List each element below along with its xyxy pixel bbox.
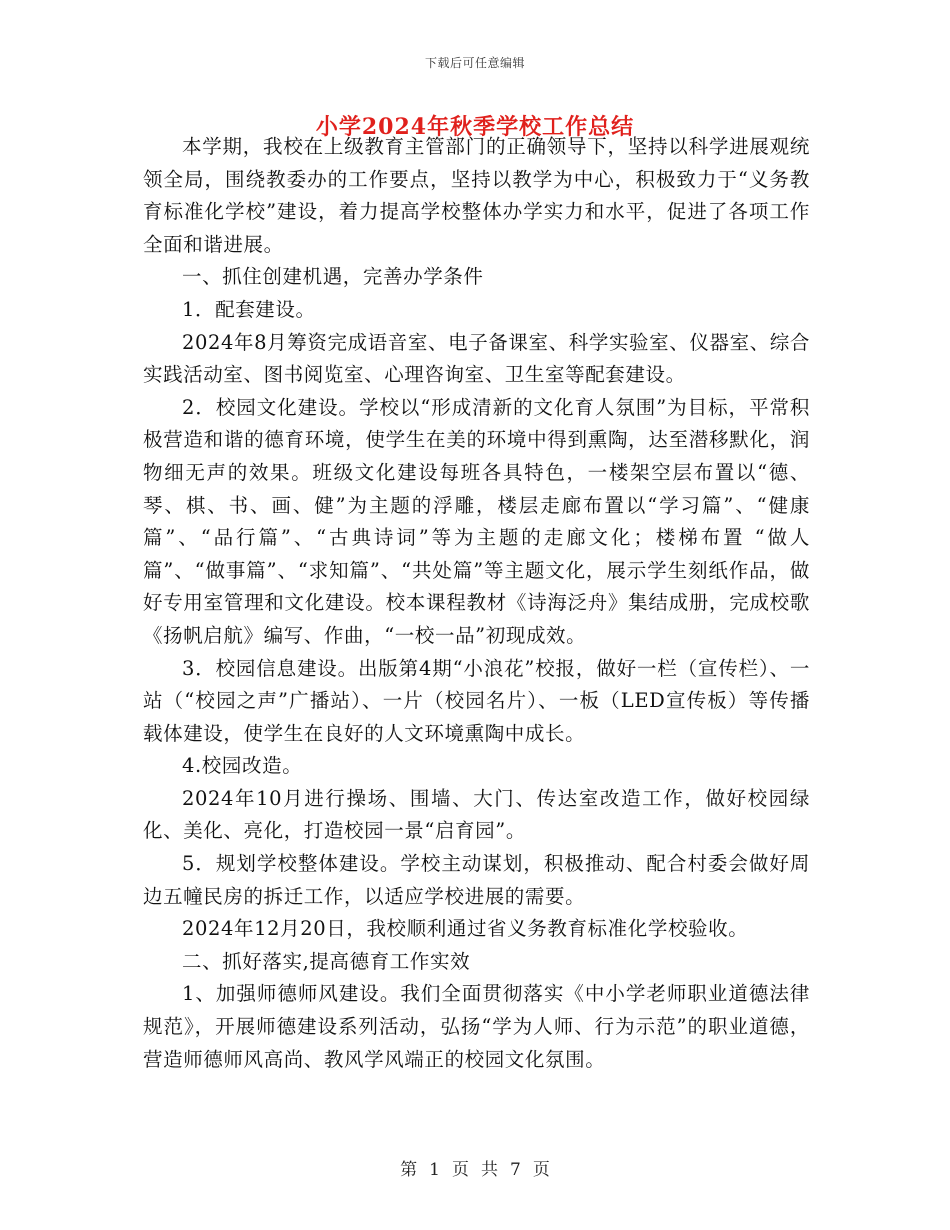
item-heading-1: 1．配套建设。 — [182, 297, 316, 321]
section-heading-2: 二、抓好落实,提高德育工作实效 — [182, 949, 471, 973]
paragraph-teacher-ethics: 1、加强师德师风建设。我们全面贯彻落实《中小学老师职业道德法律规范》，开展师德建设系列活动，弘扬“学为人师、行为示范”的职业道德，营造师德师风高尚、教风学风端正的校园文化氛围。 — [143, 982, 810, 1071]
footer-page-current: 1 — [429, 1160, 440, 1180]
paragraph-facilities: 2024年8月筹资完成语音室、电子备课室、科学实验室、仪器室、综合实践活动室、图书阅览室、心理咨询室、卫生室等配套建设。 — [143, 330, 810, 387]
paragraph-campus-culture: 2．校园文化建设。学校以“形成清新的文化育人氛围”为目标，平常积极营造和谐的德育环境，使学生在美的环境中得到熏陶，达至潜移默化，润物细无声的效果。班级文化建设每班各具特色，一楼架空层布置以“德、琴、棋、书、画、健”为主题的浮雕，楼层走廊布置以“学习篇”、“健康篇”、“品行篇”、“古典诗词”等为主题的走廊文化；楼梯布置 “做人篇”、“做事篇”、“求知篇”、“共处篇”等主题文化，展示学生刻纸作品，做好专用室管理和文化建设。校本课程教材《诗海泛舟》集结成册，完成校歌《扬帆启航》编写、作曲，“一校一品”初现成效。 — [143, 395, 810, 647]
paragraph-planning: 5．规划学校整体建设。学校主动谋划，积极推动、配合村委会做好周边五幢民房的拆迁工作，以适应学校进展的需要。 — [143, 852, 810, 908]
footer-total-unit: 页 — [532, 1160, 550, 1180]
document-body — [143, 131, 810, 1076]
page-footer — [0, 1155, 950, 1180]
footer-page-total: 7 — [510, 1160, 521, 1180]
paragraph-campus-info: 3．校园信息建设。出版第4期“小浪花”校报，做好一栏（宣传栏）、一站（“校园之声”广播站）、一片（校园名片）、一板（LED宣传板）等传播载体建设，使学生在良好的人文环境熏陶中成长。 — [143, 656, 810, 745]
header-note: 下载后可任意编辑 — [424, 56, 525, 70]
section-heading-1: 一、抓住创建机遇，完善办学条件 — [182, 265, 484, 289]
paragraph-acceptance: 2024年12月20日，我校顺利通过省义务教育标准化学校验收。 — [182, 917, 749, 941]
item-heading-4: 4.校园改造。 — [182, 754, 303, 778]
paragraph-intro: 本学期，我校在上级教育主管部门的正确领导下，坚持以科学进展观统领全局，围绕教委办的工作要点，坚持以教学为中心，积极致力于“义务教育标准化学校”建设，着力提高学校整体办学实力和水平，促进了各项工作全面和谐进展。 — [143, 135, 810, 256]
document-title: 小学2024年秋季学校工作总结 — [315, 114, 635, 140]
footer-total-label: 共 — [481, 1160, 498, 1180]
footer-page-label: 第 — [400, 1160, 418, 1180]
footer-page-unit: 页 — [452, 1160, 469, 1180]
paragraph-renovation: 2024年10月进行操场、围墙、大门、传达室改造工作，做好校园绿化、美化、亮化，打造校园一景“启育园”。 — [143, 786, 810, 843]
